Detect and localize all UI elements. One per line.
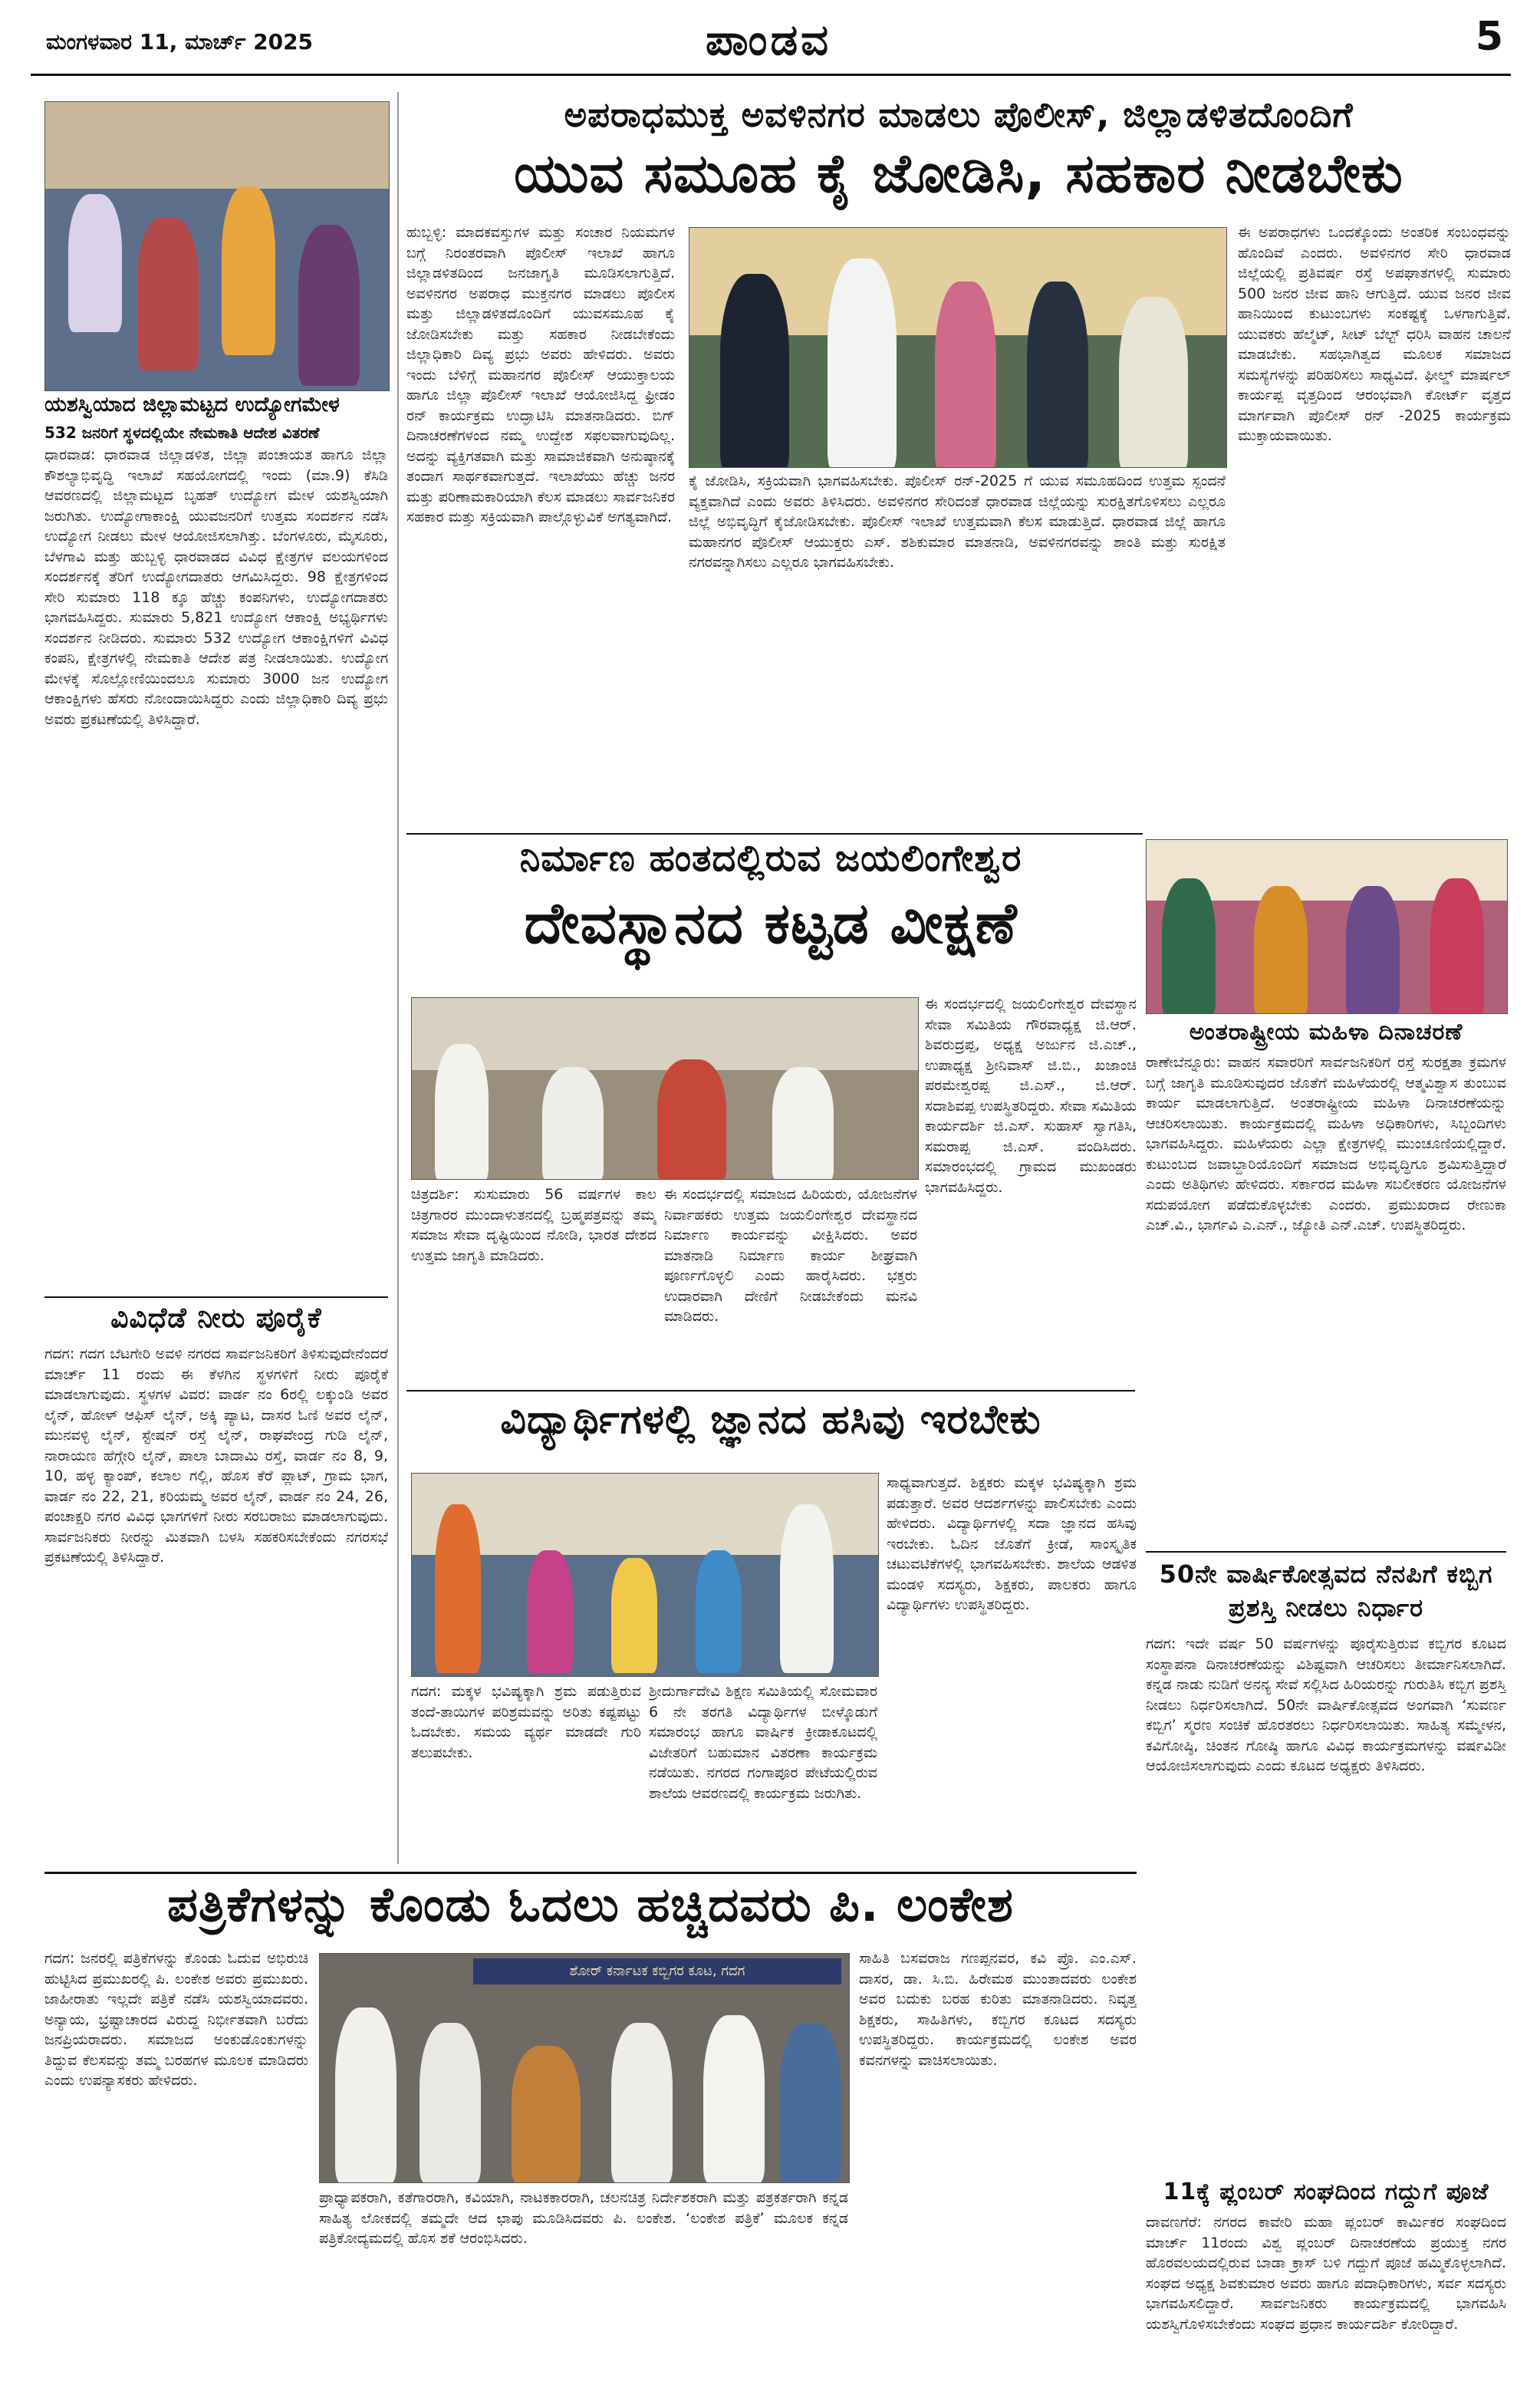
main-col2: ಕೈ ಜೋಡಿಸಿ, ಸಕ್ರಿಯವಾಗಿ ಭಾಗವಹಿಸಬೇಕು. ಪೊಲೀಸ್ ರನ್-2025 ಗೆ ಯುವ ಸಮೂಹದಿಂದ ಉತ್ತಮ ಸ್ಪಂದನೆ ವ್ಯಕ್ತವಾಗಿದೆ ಎಂದು ಅವರು ತಿಳಿಸಿದರು. ಅವಳಿನಗರ ಸೇರಿದಂತೆ ಧಾರವಾಡ ಜಿಲ್ಲೆಯನ್ನು ಸುರಕ್ಷಿತಗೊಳಿಸಲು ಎಲ್ಲರೂ ಜಿಲ್ಲೆ ಅಭಿವೃದ್ಧಿಗೆ ಕೈಜೋಡಿಸಬೇಕು. ಪೊಲೀಸ್ ಇಲಾಖೆ ಉತ್ತಮವಾಗಿ ಕೆಲಸ ಮಾಡುತ್ತಿದೆ. ಧಾರವಾಡ ಜಿಲ್ಲೆ ಹಾಗೂ ಮಹಾನಗರ ಪೊಲೀಸ್ ಆಯುಕ್ತರು ಎಸ್. ಶಶಿಕುಮಾರ ಮಾತನಾಡಿ, ಅವಳಿನಗರವನ್ನು ಶಾಂತಿ ಮತ್ತು ಸುರಕ್ಷಿತ ನಗರವನ್ನಾಗಿಸಲು ಎಲ್ಲರೂ ಭಾಗವಹಿಸಬೇಕು.	[689, 473, 1226, 571]
temple-body2: ಈ ಸಂದರ್ಭದಲ್ಲಿ ಜಯಲಿಂಗೇಶ್ವರ ದೇವಸ್ಥಾನ ಸೇವಾ ಸಮಿತಿಯ ಗೌರವಾಧ್ಯಕ್ಷ ಜಿ.ಆರ್. ಶಿವರುದ್ರಪ್ಪ, ಅಧ್ಯಕ್ಷ ಅರ್ಜುನ ಜಿ.ಎಚ್., ಉಪಾಧ್ಯಕ್ಷ ಶ್ರೀನಿವಾಸ್ ಜಿ.ಬಿ., ಖಜಾಂಚಿ ಪರಮೇಶ್ವರಪ್ಪ ಜಿ.ಎಸ್., ಜಿ.ಆರ್. ಸದಾಶಿವಪ್ಪ ಉಪಸ್ಥಿತರಿದ್ದರು. ಸೇವಾ ಸಮಿತಿಯ ಕಾರ್ಯದರ್ಶಿ ಜಿ.ಎಸ್. ಸುಹಾಸ್ ಸ್ವಾಗತಿಸಿ, ಸಮರಾಪ್ಪ ಜಿ.ಎಸ್. ವಂದಿಸಿದರು. ಸಮಾರಂಭದಲ್ಲಿ ಗ್ರಾಮದ ಮುಖಂಡರು ಭಾಗವಹಿಸಿದ್ದರು.	[925, 996, 1137, 1196]
column-divider	[397, 92, 399, 1864]
womensday-photo	[1146, 839, 1508, 1014]
lankesh-col3: ಸಾಹಿತಿ ಬಸವರಾಜ ಗಣಪ್ಪನವರ, ಕವಿ ಪ್ರೊ. ಎಂ.ಎಸ್. ದಾಸರ, ಡಾ. ಸಿ.ಬಿ. ಹಿರೇಮಠ ಮುಂತಾದವರು ಲಂಕೇಶ ಅವರ ಬದುಕು ಬರಹ ಕುರಿತು ಮಾತನಾಡಿದರು. ನಿವೃತ್ತ ಶಿಕ್ಷಕರು, ಸಾಹಿತಿಗಳು, ಕಬ್ಬಿಗರ ಕೂಟದ ಸದಸ್ಯರು ಉಪಸ್ಥಿತರಿದ್ದರು. ಕಾರ್ಯಕ್ರಮದಲ್ಲಿ ಲಂಕೇಶ ಅವರ ಕವನಗಳನ್ನು ವಾಚಿಸಲಾಯಿತು.	[859, 1950, 1137, 2069]
jobfair-photo	[44, 101, 390, 391]
students-body2: ಸಾಧ್ಯವಾಗುತ್ತದೆ. ಶಿಕ್ಷಕರು ಮಕ್ಕಳ ಭವಿಷ್ಯಕ್ಕಾಗಿ ಶ್ರಮ ಪಡುತ್ತಾರೆ. ಅವರ ಆದರ್ಶಗಳನ್ನು ಪಾಲಿಸಬೇಕು ಎಂದು ಹೇಳಿದರು. ವಿದ್ಯಾರ್ಥಿಗಳಲ್ಲಿ ಸದಾ ಜ್ಞಾನದ ಹಸಿವು ಇರಬೇಕು. ಓದಿನ ಜೊತೆಗೆ ಕ್ರೀಡೆ, ಸಾಂಸ್ಕೃತಿಕ ಚಟುವಟಿಕೆಗಳಲ್ಲಿ ಭಾಗವಹಿಸಬೇಕು. ಶಾಲೆಯ ಆಡಳಿತ ಮಂಡಳಿ ಸದಸ್ಯರು, ಶಿಕ್ಷಕರು, ಪಾಲಕರು ಹಾಗೂ ವಿದ್ಯಾರ್ಥಿಗಳು ಉಪಸ್ಥಿತರಿದ್ದರು.	[887, 1474, 1137, 1613]
students-headline: ವಿದ್ಯಾರ್ಥಿಗಳಲ್ಲಿ ಜ್ಞಾನದ ಹಸಿವು ಇರಬೇಕು	[500, 1397, 1041, 1443]
divider	[44, 1872, 1137, 1874]
students-caption: ಗದಗ: ಮಕ್ಕಳ ಭವಿಷ್ಯಕ್ಕಾಗಿ ಶ್ರಮ ಪಡುತ್ತಿರುವ ತಂದೆ-ತಾಯಿಗಳ ಪರಿಶ್ರಮವನ್ನು ಅರಿತು ಕಷ್ಟಪಟ್ಟು ಓದಬೇಕು. ಸಮಯ ವ್ಯರ್ಥ ಮಾಡದೇ ಗುರಿ ತಲುಪಬೇಕು.	[411, 1683, 641, 1761]
main-col3: ಈ ಅಪರಾಧಗಳು ಒಂದಕ್ಕೊಂದು ಅಂತರಿಕ ಸಂಬಂಧವನ್ನು ಹೊಂದಿವೆ ಎಂದರು. ಅವಳಿನಗರ ಸೇರಿ ಧಾರವಾಡ ಜಿಲ್ಲೆಯಲ್ಲಿ ಪ್ರತಿವರ್ಷ ರಸ್ತೆ ಅಪಘಾತಗಳಲ್ಲಿ ಸುಮಾರು 500 ಜನರ ಜೀವ ಹಾನಿ ಆಗುತ್ತಿದೆ. ಯುವ ಜನರ ಜೀವ ಹಾನಿಯಿಂದ ಕುಟುಂಬಗಳು ಸಂಕಷ್ಟಕ್ಕೆ ಒಳಗಾಗುತ್ತಿವೆ. ಯುವಕರು ಹೆಲ್ಮೆಟ್, ಸೀಟ್ ಬೆಲ್ಟ್ ಧರಿಸಿ ವಾಹನ ಚಾಲನೆ ಮಾಡಬೇಕು. ಸಹಭಾಗಿತ್ವದ ಮೂಲಕ ಸಮಾಜದ ಸಮಸ್ಯೆಗಳನ್ನು ಪರಿಹರಿಸಲು ಸಾಧ್ಯವಿದೆ. ಫೀಲ್ಡ್ ಮಾರ್ಷಲ್ ಕಾರ್ಯಪ್ಪ ವೃತ್ತದಿಂದ ಆರಂಭವಾಗಿ ಕೋರ್ಟ್ ವೃತ್ತದ ಮಾರ್ಗವಾಗಿ ಪೊಲೀಸ್ ರನ್ -2025 ಕಾರ್ಯಕ್ರಮ ಮುಕ್ತಾಯವಾಯಿತು.	[1238, 224, 1511, 444]
divider	[44, 1296, 388, 1298]
water-body: ಗದಗ: ಗದಗ ಬೆಟಗೇರಿ ಅವಳಿ ನಗರದ ಸಾರ್ವಜನಿಕರಿಗೆ ತಿಳಿಸುವುದೇನೆಂದರೆ ಮಾರ್ಚ್ 11 ರಂದು ಈ ಕೆಳಗಿನ ಸ್ಥಳಗಳಿಗೆ ನೀರು ಪೂರೈಕೆ ಮಾಡಲಾಗುವುದು. ಸ್ಥಳಗಳ ವಿವರ: ವಾರ್ಡ ನಂ 6ರಲ್ಲಿ ಲಕ್ಕುಂಡಿ ಅವರ ಲೈನ್, ಹೋಳ್ ಆಫಿಸ್ ಲೈನ್, ಅಕ್ಕಿ ಪ್ಯಾಟ, ದಾಸರ ಓಣಿ ಅವರ ಲೈನ್, ಮುನವಳ್ಳಿ ಲೈನ್, ಸ್ಟೇಷನ್ ರಸ್ತೆ ಲೈನ್, ರಾಘವೇಂದ್ರ ಗುಡಿ ಲೈನ್, ನಾರಾಯಣ ಹೆಗ್ಗೇರಿ ಲೈನ್, ಪಾಲಾ ಬಾದಾಮಿ ರಸ್ತೆ, ವಾರ್ಡ ನಂ 8, 9, 10, ಹಳ್ಳ ಕ್ಯಾಂಪ್, ಕಲಾಲ ಗಲ್ಲಿ, ಹೊಸ ಕೆರೆ ಪ್ಲಾಟ್, ಗ್ರಾಮ ಭಾಗ, ವಾರ್ಡ ನಂ 22, 21, ಕರಿಯಮ್ಮ ಅವರ ಲೈನ್, ವಾರ್ಡ ನಂ 24, 26, ಪಂಚಾಕ್ಷರಿ ನಗರ ವಿವಿಧ ಭಾಗಗಳಿಗೆ ನೀರು ಸರಬರಾಜು ಮಾಡಲಾಗುವುದು. ಸಾರ್ವಜನಿಕರು ನೀರನ್ನು ಮಿತವಾಗಿ ಬಳಸಿ ಸಹಕರಿಸಬೇಕೆಂದು ನಗರಸಭೆ ಪ್ರಕಟಣೆಯಲ್ಲಿ ತಿಳಿಸಿದ್ದಾರೆ.	[44, 1345, 388, 1566]
lankesh-col1: ಗದಗ: ಜನರಲ್ಲಿ ಪತ್ರಿಕೆಗಳನ್ನು ಕೊಂಡು ಓದುವ ಅಭಿರುಚಿ ಹುಟ್ಟಿಸಿದ ಪ್ರಮುಖರಲ್ಲಿ ಪಿ. ಲಂಕೇಶ ಅವರು ಪ್ರಮುಖರು. ಜಾಹೀರಾತು ಇಲ್ಲದೇ ಪತ್ರಿಕೆ ನಡೆಸಿ ಯಶಸ್ವಿಯಾದವರು. ಅನ್ಯಾಯ, ಭ್ರಷ್ಟಾಚಾರದ ವಿರುದ್ಧ ನಿರ್ಭೀತವಾಗಿ ಬರೆದು ಜನಪ್ರಿಯರಾದರು. ಸಮಾಜದ ಅಂಕುಡೊಂಕುಗಳನ್ನು ತಿದ್ದುವ ಕೆಲಸವನ್ನು ತಮ್ಮ ಬರಹಗಳ ಮೂಲಕ ಮಾಡಿದರು ಎಂದು ಉಪನ್ಯಾಸಕರು ಹೇಳಿದರು.	[44, 1950, 308, 2089]
divider	[406, 1390, 1135, 1392]
jobfair-headline: ಯಶಸ್ವಿಯಾದ ಜಿಲ್ಲಾಮಟ್ಟದ ಉದ್ಯೋಗಮೇಳ	[44, 393, 340, 417]
issue-date: ಮಂಗಳವಾರ 11, ಮಾರ್ಚ್ 2025	[46, 29, 314, 54]
temple-photo	[411, 997, 919, 1180]
womensday-body: ರಾಣೇಬೆನ್ನೂರು: ವಾಹನ ಸವಾರರಿಗೆ ಸಾರ್ವಜನಿಕರಿಗೆ ರಸ್ತೆ ಸುರಕ್ಷತಾ ಕ್ರಮಗಳ ಬಗ್ಗೆ ಜಾಗೃತಿ ಮೂಡಿಸುವುದರ ಜೊತೆಗೆ ಮಹಿಳೆಯರಲ್ಲಿ ಆತ್ಮವಿಶ್ವಾಸ ತುಂಬುವ ಕಾರ್ಯ ಮಾಡಲಾಗುತ್ತಿದೆ. ಅಂತರಾಷ್ಟ್ರೀಯ ಮಹಿಳಾ ದಿನಾಚರಣೆಯನ್ನು ಆಚರಿಸಲಾಯಿತು. ಕಾರ್ಯಕ್ರಮದಲ್ಲಿ ಮಹಿಳಾ ಅಧಿಕಾರಿಗಳು, ಸಿಬ್ಬಂದಿಗಳು ಭಾಗವಹಿಸಿದ್ದರು. ಮಹಿಳೆಯರು ಎಲ್ಲಾ ಕ್ಷೇತ್ರಗಳಲ್ಲಿ ಮುಂಚೂಣಿಯಲ್ಲಿದ್ದಾರೆ. ಕುಟುಂಬದ ಜವಾಬ್ದಾರಿಯೊಂದಿಗೆ ಸಮಾಜದ ಅಭಿವೃದ್ಧಿಗೂ ಶ್ರಮಿಸುತ್ತಿದ್ದಾರೆ ಎಂದು ಅತಿಥಿಗಳು ಹೇಳಿದರು. ಸರ್ಕಾರದ ಮಹಿಳಾ ಸಬಲೀಕರಣ ಯೋಜನೆಗಳ ಸದುಪಯೋಗ ಪಡೆದುಕೊಳ್ಳಬೇಕು ಎಂದರು. ಪ್ರಮುಖರಾದ ರೇಣುಕಾ ಎಚ್.ವಿ., ಭಾರ್ಗವಿ ಎ.ಎನ್., ಜ್ಯೋತಿ ಎನ್.ಎಚ್. ಉಪಸ್ಥಿತರಿದ್ದರು.	[1146, 1054, 1506, 1233]
students-photo	[411, 1473, 879, 1677]
lankesh-photo	[319, 1953, 850, 2183]
students-body1: ಶ್ರೀದುರ್ಗಾದೇವಿ ಶಿಕ್ಷಣ ಸಮಿತಿಯಲ್ಲಿ ಸೋಮವಾರ 6 ನೇ ತರಗತಿ ವಿದ್ಯಾರ್ಥಿಗಳ ಬೀಳ್ಕೊಡುಗೆ ಸಮಾರಂಭ ಹಾಗೂ ವಾರ್ಷಿಕ ಕ್ರೀಡಾಕೂಟದಲ್ಲಿ ವಿಜೇತರಿಗೆ ಬಹುಮಾನ ವಿತರಣಾ ಕಾರ್ಯಕ್ರಮ ನಡೆಯಿತು. ನಗರದ ಗಂಗಾಪೂರ ಪೇಟೆಯಲ್ಲಿರುವ ಶಾಲೆಯ ಆವರಣದಲ್ಲಿ ಕಾರ್ಯಕ್ರಮ ಜರುಗಿತು.	[649, 1683, 877, 1802]
kabbiga-headline: 50ನೇ ವಾರ್ಷಿಕೋತ್ಸವದ ನೆನಪಿಗೆ ಕಬ್ಬಿಗ ಪ್ರಶಸ್ತಿ ನೀಡಲು ನಿರ್ಧಾರ	[1159, 1559, 1493, 1622]
police-run-photo	[689, 227, 1227, 468]
water-headline: ವಿವಿಧೆಡೆ ನೀರು ಪೂರೈಕೆ	[110, 1303, 322, 1334]
lankesh-headline: ಪತ್ರಿಕೆಗಳನ್ನು ಕೊಂಡು ಓದಲು ಹಚ್ಚಿದವರು ಪಿ. ಲಂಕೇಶ	[167, 1876, 1014, 1932]
temple-caption: ಚಿತ್ರದರ್ಶಿ: ಸುಸುಮಾರು 56 ವರ್ಷಗಳ ಕಾಲ ಚಿತ್ರಗಾರರ ಮುಂದಾಳುತನದಲ್ಲಿ ಬ್ರಹ್ಮಪತ್ರವನ್ನು ತಮ್ಮ ಸಮಾಜ ಸೇವಾ ದೃಷ್ಟಿಯಿಂದ ನೋಡಿ, ಭಾರತ ದೇಶದ ಉತ್ತಮ ಜಾಗೃತಿ ಮಾಡಿದರು.	[411, 1186, 656, 1264]
jobfair-body: ಧಾರವಾಡ: ಧಾರವಾಡ ಜಿಲ್ಲಾಡಳಿತ, ಜಿಲ್ಲಾ ಪಂಚಾಯತ ಹಾಗೂ ಜಿಲ್ಲಾ ಕೌಶಲ್ಯಾಭಿವೃದ್ಧಿ ಇಲಾಖೆ ಸಹಯೋಗದಲ್ಲಿ ಇಂದು (ಮಾ.9) ಕೆಸಿಡಿ ಆವರಣದಲ್ಲಿ ಜಿಲ್ಲಾಮಟ್ಟದ ಬೃಹತ್ ಉದ್ಯೋಗ ಮೇಳ ಯಶಸ್ವಿಯಾಗಿ ಜರುಗಿತು. ಉದ್ಯೋಗಾಕಾಂಕ್ಷಿ ಯುವಜನರಿಗೆ ಉತ್ತಮ ಸಂದರ್ಶನ ನಡೆಸಿ ಉದ್ಯೋಗ ನೀಡಲು ಮೇಳ ಆಯೋಜಿಸಲಾಗಿತ್ತು. ಬೆಂಗಳೂರು, ಮೈಸೂರು, ಬೆಳಗಾವಿ ಮತ್ತು ಹುಬ್ಬಳ್ಳಿ ಧಾರವಾಡದ ವಿವಿಧ ಕ್ಷೇತ್ರಗಳ ವಲಯಗಳಿಂದ ಸಂದರ್ಶನಕ್ಕೆ ತೆರಿಗೆ ಉದ್ಯೋಗದಾತರು ಆಗಮಿಸಿದ್ದರು. 98 ಕ್ಷೇತ್ರಗಳಿಂದ ಸೇರಿ ಸುಮಾರು 118 ಕ್ಕೂ ಹೆಚ್ಚು ಕಂಪನಿಗಳು, ಉದ್ಯೋಗದಾತರು ಭಾಗವಹಿಸಿದ್ದರು. ಸುಮಾರು 5,821 ಉದ್ಯೋಗ ಆಕಾಂಕ್ಷಿ ಅಭ್ಯರ್ಥಿಗಳು ಸಂದರ್ಶನ ನೀಡಿದರು. ಸುಮಾರು 532 ಉದ್ಯೋಗ ಆಕಾಂಕ್ಷಿಗಳಿಗೆ ವಿವಿಧ ಕಂಪನಿ, ಕ್ಷೇತ್ರಗಳಲ್ಲಿ ನೇಮಕಾತಿ ಆದೇಶ ಪತ್ರ ನೀಡಲಾಯಿತು. ಉದ್ಯೋಗ ಮೇಳಕ್ಕೆ ಸೊಲ್ಲೋಣಿಯಿಂದಲೂ ಸುಮಾರು 3000 ಜನ ಉದ್ಯೋಗ ಆಕಾಂಕ್ಷಿಗಳು ಹೆಸರು ನೋಂದಾಯಿಸಿದ್ದರು ಎಂದು ಜಿಲ್ಲಾಧಿಕಾರಿ ದಿವ್ಯ ಪ್ರಭು ಅವರು ಪ್ರಕಟಣೆಯಲ್ಲಿ ತಿಳಿಸಿದ್ದಾರೆ.	[44, 446, 388, 728]
newspaper-logo: ಪಾಂಡವ	[706, 15, 832, 65]
divider	[406, 833, 1143, 835]
main-kicker: ಅಪರಾಧಮುಕ್ತ ಅವಳಿನಗರ ಮಾಡಲು ಪೊಲೀಸ್, ಜಿಲ್ಲಾಡಳಿತದೊಂದಿಗೆ	[564, 94, 1354, 135]
temple-kicker: ನಿರ್ಮಾಣ ಹಂತದಲ್ಲಿರುವ ಜಯಲಿಂಗೇಶ್ವರ	[519, 837, 1022, 880]
event-banner: ಶೋರ್ ಕರ್ನಾಟಕ ಕಬ್ಬಿಗರ ಕೂಟ, ಗದಗ	[473, 1958, 841, 1984]
plumber-body: ದಾವಣಗೆರೆ: ನಗರದ ಕಾವೇರಿ ಮಹಾ ಪ್ಲಂಬರ್ ಕಾರ್ಮಿಕರ ಸಂಘದಿಂದ ಮಾರ್ಚ್ 11ರಂದು ವಿಶ್ವ ಪ್ಲಂಬರ್ ದಿನಾಚರಣೆಯ ಪ್ರಯುಕ್ತ ನಗರ ಹೊರವಲಯದಲ್ಲಿರುವ ಬಾಡಾ ಕ್ರಾಸ್ ಬಳಿ ಗದ್ದುಗೆ ಪೂಜೆ ಹಮ್ಮಿಕೊಳ್ಳಲಾಗಿದೆ. ಸಂಘದ ಅಧ್ಯಕ್ಷ ಶಿವಕುಮಾರ ಅವರು ಹಾಗೂ ಪದಾಧಿಕಾರಿಗಳು, ಸರ್ವ ಸದಸ್ಯರು ಭಾಗವಹಿಸಲಿದ್ದಾರೆ. ಸಾರ್ವಜನಿಕರು ಕಾರ್ಯಕ್ರಮದಲ್ಲಿ ಭಾಗವಹಿಸಿ ಯಶಸ್ವಿಗೊಳಿಸಬೇಕೆಂದು ಸಂಘದ ಪ್ರಧಾನ ಕಾರ್ಯದರ್ಶಿ ಕೋರಿದ್ದಾರೆ.	[1146, 2214, 1506, 2333]
divider	[1146, 1551, 1506, 1553]
temple-body1: ಈ ಸಂದರ್ಭದಲ್ಲಿ ಸಮಾಜದ ಹಿರಿಯರು, ಯೋಜನೆಗಳ ನಿರ್ವಾಹಕರು ಉತ್ತಮ ಜಯಲಿಂಗೇಶ್ವರ ದೇವಸ್ಥಾನದ ನಿರ್ಮಾಣ ಕಾರ್ಯವನ್ನು ವೀಕ್ಷಿಸಿದರು. ಅವರ ಮಾತನಾಡಿ ನಿರ್ಮಾಣ ಕಾರ್ಯ ಶೀಘ್ರವಾಗಿ ಪೂರ್ಣಗೊಳ್ಳಲಿ ಎಂದು ಹಾರೈಸಿದರು. ಭಕ್ತರು ಉದಾರವಾಗಿ ದೇಣಿಗೆ ನೀಡಬೇಕೆಂದು ಮನವಿ ಮಾಡಿದರು.	[664, 1186, 917, 1325]
kabbiga-body: ಗದಗ: ಇದೇ ವರ್ಷ 50 ವರ್ಷಗಳನ್ನು ಪೂರೈಸುತ್ತಿರುವ ಕಬ್ಬಿಗರ ಕೂಟದ ಸಂಸ್ಥಾಪನಾ ದಿನಾಚರಣೆಯನ್ನು ವಿಶಿಷ್ಟವಾಗಿ ಆಚರಿಸಲು ತೀರ್ಮಾನಿಸಲಾಗಿದೆ. ಕನ್ನಡ ನಾಡು ನುಡಿಗೆ ಅನನ್ಯ ಸೇವೆ ಸಲ್ಲಿಸಿದ ಹಿರಿಯರನ್ನು ಗುರುತಿಸಿ ಕಬ್ಬಿಗ ಪ್ರಶಸ್ತಿ ನೀಡಲು ನಿರ್ಧರಿಸಲಾಗಿದೆ. 50ನೇ ವಾರ್ಷಿಕೋತ್ಸವದ ಅಂಗವಾಗಿ ‘ಸುವರ್ಣ ಕಬ್ಬಿಗ’ ಸ್ಮರಣ ಸಂಚಿಕೆ ಹೊರತರಲು ನಿರ್ಧರಿಸಲಾಯಿತು. ಸಾಹಿತ್ಯ ಸಮ್ಮೇಳನ, ಕವಿಗೋಷ್ಠಿ, ಚಿಂತನ ಗೋಷ್ಠಿ ಹಾಗೂ ವಿವಿಧ ಕಾರ್ಯಕ್ರಮಗಳನ್ನು ವರ್ಷವಿಡೀ ಆಯೋಜಿಸಲಾಗುವುದು ಎಂದು ಕೂಟದ ಅಧ್ಯಕ್ಷರು ತಿಳಿಸಿದರು.	[1146, 1635, 1506, 1774]
womensday-headline: ಅಂತರಾಷ್ಟ್ರೀಯ ಮಹಿಳಾ ದಿನಾಚರಣೆ	[1189, 1019, 1463, 1046]
main-headline: ಯುವ ಸಮೂಹ ಕೈ ಜೋಡಿಸಿ, ಸಹಕಾರ ನೀಡಬೇಕು	[514, 142, 1403, 205]
temple-headline: ದೇವಸ್ಥಾನದ ಕಟ್ಟಡ ವೀಕ್ಷಣೆ	[524, 891, 1018, 957]
main-col1: ಹುಬ್ಬಳ್ಳಿ: ಮಾದಕವಸ್ತುಗಳ ಮತ್ತು ಸಂಚಾರ ನಿಯಮಗಳ ಬಗ್ಗೆ ನಿರಂತರವಾಗಿ ಪೊಲೀಸ್ ಇಲಾಖೆ ಹಾಗೂ ಜಿಲ್ಲಾಡಳಿತದಿಂದ ಜನಜಾಗೃತಿ ಮೂಡಿಸಲಾಗುತ್ತಿದೆ. ಅವಳಿನಗರ ಅಪರಾಧ ಮುಕ್ತನಗರ ಮಾಡಲು ಪೊಲೀಸ ಮತ್ತು ಜಿಲ್ಲಾಡಳಿತದೊಂದಿಗೆ ಯುವಸಮೂಹ ಕೈ ಜೋಡಿಸಬೇಕು ಮತ್ತು ಸಹಕಾರ ನೀಡಬೇಕೆಂದು ಜಿಲ್ಲಾಧಿಕಾರಿ ದಿವ್ಯ ಪ್ರಭು ಅವರು ಹೇಳಿದರು. ಅವರು ಇಂದು ಬೆಳಿಗ್ಗೆ ಮಹಾನಗರ ಪೊಲೀಸ್ ಆಯುಕ್ತಾಲಯ ಹಾಗೂ ಜಿಲ್ಲಾ ಪೊಲೀಸ್ ಇಲಾಖೆ ಆಯೋಜಿಸಿದ್ದ ಫ್ರೀಡಂ ರನ್ ಕಾರ್ಯಕ್ರಮ ಉದ್ಘಾಟಿಸಿ ಮಾತನಾಡಿದರು. ಬಿಗ್ ದಿನಾಚರಣೆಗಳಂದ ನಮ್ಮ ಉದ್ದೇಶ ಸಫಲವಾಗುವುದಿಲ್ಲ. ಅದನ್ನು ವ್ಯಕ್ತಿಗತವಾಗಿ ಮತ್ತು ಸಾಮಾಜಿಕವಾಗಿ ಅನುಷ್ಠಾನಕ್ಕೆ ತಂದಾಗ ಸಾರ್ಥಕವಾಗುತ್ತದೆ. ಇಲಾಖೆಯು ಹೆಚ್ಚು ಜನರ ಮತ್ತು ಪರಿಣಾಮಕಾರಿಯಾಗಿ ಕೆಲಸ ಮಾಡಲು ಸಾರ್ವಜನಿಕರ ಸಹಕಾರ ಮತ್ತು ಸಕ್ರಿಯವಾಗಿ ಪಾಲ್ಗೊಳ್ಳುವಿಕೆ ಅಗತ್ಯವಾಗಿದೆ.	[406, 224, 675, 525]
plumber-headline: 11ಕ್ಕೆ ಪ್ಲಂಬರ್ ಸಂಘದಿಂದ ಗದ್ದುಗೆ ಪೂಜೆ	[1163, 2179, 1489, 2205]
jobfair-subhead: 532 ಜನರಿಗೆ ಸ್ಥಳದಲ್ಲಿಯೇ ನೇಮಕಾತಿ ಆದೇಶ ವಿತರಣೆ	[44, 423, 320, 442]
lankesh-col2: ಪ್ರಾಧ್ಯಾಪಕರಾಗಿ, ಕತೆಗಾರರಾಗಿ, ಕವಿಯಾಗಿ, ನಾಟಕಕಾರರಾಗಿ, ಚಲನಚಿತ್ರ ನಿರ್ದೇಶಕರಾಗಿ ಮತ್ತು ಪತ್ರಕರ್ತರಾಗಿ ಕನ್ನಡ ಸಾಹಿತ್ಯ ಲೋಕದಲ್ಲಿ ತಮ್ಮದೇ ಆದ ಛಾಪು ಮೂಡಿಸಿದವರು ಪಿ. ಲಂಕೇಶ. ‘ಲಂಕೇಶ ಪತ್ರಿಕೆ’ ಮೂಲಕ ಕನ್ನಡ ಪತ್ರಿಕೋದ್ಯಮದಲ್ಲಿ ಹೊಸ ಶಕೆ ಆರಂಭಿಸಿದರು.	[319, 2189, 848, 2247]
page-number: 5	[1475, 14, 1503, 60]
masthead	[31, 14, 1511, 76]
